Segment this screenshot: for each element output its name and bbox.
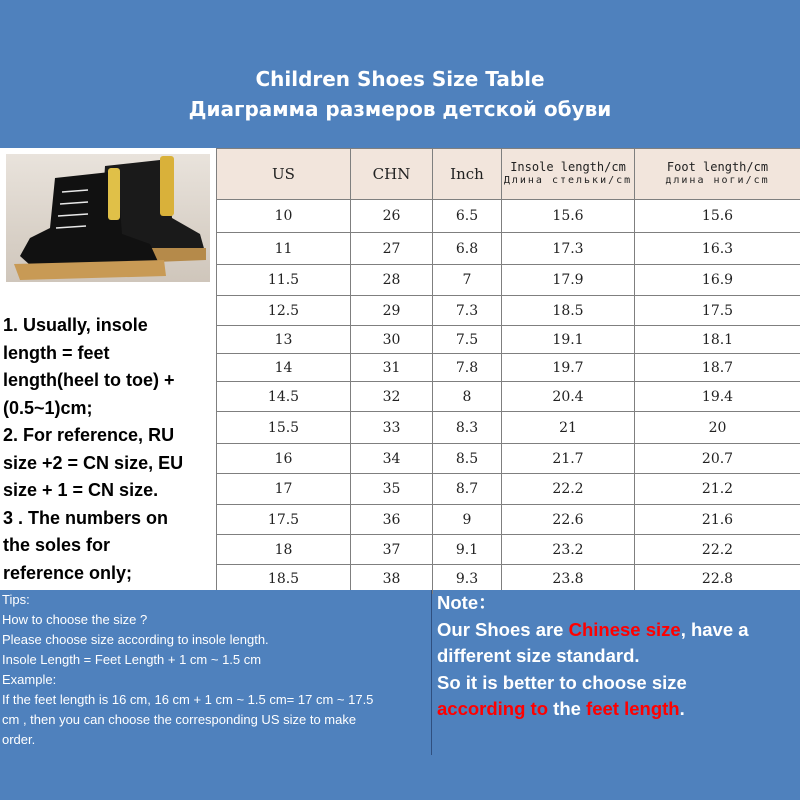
column-header-us: US	[217, 149, 351, 200]
table-cell: 35	[351, 474, 433, 505]
table-cell: 10	[217, 200, 351, 233]
column-header-inch: Inch	[433, 149, 502, 200]
tips-line: If the feet length is 16 cm, 16 cm + 1 cm ~ 1.5 cm= 17 cm ~ 17.5	[2, 692, 374, 707]
note-line: the soles for	[3, 535, 111, 555]
table-cell: 12.5	[217, 296, 351, 326]
table-cell: 17	[217, 474, 351, 505]
table-cell: 16.9	[635, 265, 800, 296]
table-cell: 22.2	[635, 535, 800, 565]
table-cell: 15.6	[635, 200, 800, 233]
note-heading: Note：	[437, 592, 497, 613]
table-cell: 9.1	[433, 535, 502, 565]
table-cell: 7	[433, 265, 502, 296]
table-cell: 30	[351, 326, 433, 354]
table-row	[217, 326, 800, 354]
column-header-insole	[502, 149, 635, 200]
boot-illustration	[0, 148, 216, 312]
table-cell: 23.8	[502, 565, 635, 594]
table-cell: 17.9	[502, 265, 635, 296]
table-row	[217, 265, 800, 296]
title-english: Children Shoes Size Table	[255, 67, 545, 91]
table-row	[217, 474, 800, 505]
tips-line: Please choose size according to insole length.	[2, 632, 269, 647]
size-notes	[0, 312, 217, 590]
header	[0, 0, 800, 148]
table-cell: 15.5	[217, 412, 351, 444]
table-cell: 21	[502, 412, 635, 444]
footer-band	[0, 755, 800, 800]
table-cell: 27	[351, 233, 433, 265]
table-cell: 19.7	[502, 354, 635, 382]
table-cell: 20	[635, 412, 800, 444]
table-cell: 11	[217, 233, 351, 265]
note-text: Our Shoes are	[437, 618, 569, 640]
tips-line: Tips:	[2, 592, 30, 607]
table-cell: 22.8	[635, 565, 800, 594]
tips-line: order.	[2, 732, 36, 747]
table-cell: 17.5	[635, 296, 800, 326]
table-cell: 22.6	[502, 505, 635, 535]
table-row	[217, 382, 800, 412]
table-cell: 19.4	[635, 382, 800, 412]
note-line: reference only;	[3, 562, 133, 583]
note-highlight: feet length	[586, 698, 680, 719]
table-cell: 14	[217, 354, 351, 382]
table-cell: 21.6	[635, 505, 800, 535]
tips-line: Example:	[2, 672, 57, 687]
table-cell: 21.2	[635, 474, 800, 505]
table-cell: 18.5	[502, 296, 635, 326]
table-row	[217, 505, 800, 535]
table-cell: 19.1	[502, 326, 635, 354]
column-header-chn: CHN	[351, 149, 433, 200]
tips-line: How to choose the size ?	[2, 612, 148, 627]
table-cell: 34	[351, 444, 433, 474]
table-row	[217, 535, 800, 565]
table-cell: 8.3	[433, 412, 502, 444]
table-row	[217, 412, 800, 444]
note-line: length = feet	[3, 342, 110, 363]
table-cell: 26	[351, 200, 433, 233]
table-cell: 18.1	[635, 326, 800, 354]
table-cell: 9.3	[433, 565, 502, 594]
table-row	[217, 296, 800, 326]
table-cell: 8.5	[433, 444, 502, 474]
table-cell: 28	[351, 265, 433, 296]
size-table	[216, 148, 800, 594]
table-cell: 8.7	[433, 474, 502, 505]
table-cell: 9	[433, 505, 502, 535]
note-line: 3 . The numbers on	[3, 507, 169, 528]
note-line-4	[437, 696, 800, 723]
table-cell: 7.5	[433, 326, 502, 354]
table-row	[217, 200, 800, 233]
tips-line: cm , then you can choose the corresponding US size to make	[2, 712, 357, 727]
table-cell: 7.8	[433, 354, 502, 382]
table-row	[217, 233, 800, 265]
table-row	[217, 444, 800, 474]
table-cell: 38	[351, 565, 433, 594]
foot-label-ru: длина ноги/cm	[665, 175, 770, 186]
tips-panel	[0, 590, 432, 755]
table-cell: 29	[351, 296, 433, 326]
note-line-2: different size standard.	[437, 645, 640, 666]
table-cell: 11.5	[217, 265, 351, 296]
table-cell: 18.7	[635, 354, 800, 382]
table-cell: 20.7	[635, 444, 800, 474]
boot-image	[0, 148, 217, 312]
foot-label: Foot length/cm	[666, 160, 769, 174]
table-cell: 33	[351, 412, 433, 444]
table-cell: 21.7	[502, 444, 635, 474]
table-cell: 18.5	[217, 565, 351, 594]
note-line: 2. For reference, RU	[3, 425, 175, 445]
note-highlight: according to	[437, 698, 549, 719]
title-russian: Диаграмма размеров детской обуви	[188, 97, 612, 121]
note-text: , have a	[680, 618, 749, 640]
table-cell: 7.3	[433, 296, 502, 326]
table-cell: 15.6	[502, 200, 635, 233]
table-cell: 20.4	[502, 382, 635, 412]
note-line: size + 1 = CN size.	[3, 480, 159, 500]
note-highlight: Chinese size	[568, 618, 681, 640]
column-header-foot	[635, 149, 800, 200]
insole-label-ru: Длина стельки/cm	[503, 175, 633, 186]
note-line: size +2 = CN size, EU	[3, 452, 184, 473]
note-line: length(heel to toe) +	[3, 370, 175, 390]
table-header-row	[217, 149, 800, 200]
note-line-3: So it is better to choose size	[437, 671, 687, 693]
table-cell: 18	[217, 535, 351, 565]
tips-line: Insole Length = Feet Length + 1 cm ~ 1.5 cm	[2, 652, 262, 667]
table-cell: 22.2	[502, 474, 635, 505]
note-panel	[433, 590, 800, 755]
note-text: .	[679, 698, 685, 719]
table-cell: 31	[351, 354, 433, 382]
table-cell: 16.3	[635, 233, 800, 265]
table-row	[217, 354, 800, 382]
table-cell: 13	[217, 326, 351, 354]
note-text: the	[548, 698, 587, 719]
table-cell: 37	[351, 535, 433, 565]
table-cell: 23.2	[502, 535, 635, 565]
table-cell: 16	[217, 444, 351, 474]
note-line: 1. Usually, insole	[3, 315, 148, 335]
table-cell: 6.5	[433, 200, 502, 233]
table-cell: 14.5	[217, 382, 351, 412]
insole-label: Insole length/cm	[510, 160, 626, 174]
table-cell: 36	[351, 505, 433, 535]
note-line: (0.5~1)cm;	[3, 397, 93, 418]
table-cell: 32	[351, 382, 433, 412]
table-cell: 8	[433, 382, 502, 412]
note-line-1	[437, 617, 800, 644]
table-cell: 17.5	[217, 505, 351, 535]
table-cell: 6.8	[433, 233, 502, 265]
table-cell: 17.3	[502, 233, 635, 265]
